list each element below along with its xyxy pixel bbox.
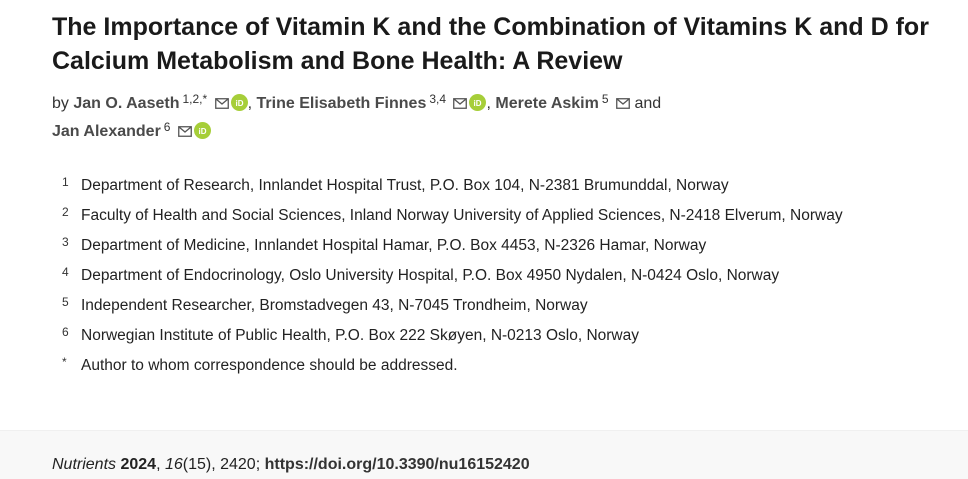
affiliation-item xyxy=(62,262,942,289)
affiliation-marker: 1 xyxy=(62,175,69,189)
citation: Nutrients 2024, 16(15), 2420; https://doi.org/10.3390/nu16152420 xyxy=(52,456,530,473)
orcid-icon[interactable] xyxy=(469,93,486,110)
journal-name: Nutrients xyxy=(52,456,117,473)
mail-icon[interactable] xyxy=(215,91,229,102)
orcid-icon[interactable] xyxy=(194,121,211,138)
affiliation-item xyxy=(62,292,942,319)
author-affiliation-markers-1: 1,2,* xyxy=(182,92,208,106)
author-affiliation-markers-4: 6 xyxy=(163,120,171,134)
affiliation-marker: 4 xyxy=(62,265,69,279)
doi-link[interactable]: https://doi.org/10.3390/nu16152420 xyxy=(264,456,530,473)
svg-text:iD: iD xyxy=(235,99,244,108)
mail-icon[interactable] xyxy=(616,91,630,102)
affiliation-text: Author to whom correspondence should be addressed. xyxy=(81,357,458,374)
affiliation-text: Department of Medicine, Innlandet Hospital Hamar, P.O. Box 4453, N-2326 Hamar, Norway xyxy=(81,237,707,254)
author-separator-1: , xyxy=(247,95,253,112)
article-title: The Importance of Vitamin K and the Combination of Vitamins K and D for Calcium Metabolism and Bone Health: A Review xyxy=(52,13,929,75)
author-separator-2: , xyxy=(486,95,491,112)
citation-article-number: , 2420; xyxy=(211,456,261,473)
citation-bar xyxy=(0,430,968,479)
affiliation-item xyxy=(62,322,942,349)
byline-prefix: by xyxy=(52,95,69,112)
affiliation-text: Faculty of Health and Social Sciences, Inland Norway University of Applied Sciences, N-2418 Elverum, Norway xyxy=(81,207,843,224)
citation-volume: 16 xyxy=(164,456,183,473)
author-affiliation-markers-2: 3,4 xyxy=(429,92,447,106)
affiliation-marker: 6 xyxy=(62,325,69,339)
author-name-3[interactable]: Merete Askim xyxy=(495,95,599,112)
affiliation-text: Independent Researcher, Bromstadvegen 43, N-7045 Trondheim, Norway xyxy=(81,297,588,314)
affiliation-list xyxy=(62,172,942,382)
affiliation-marker: 2 xyxy=(62,205,69,219)
author-name-4[interactable]: Jan Alexander xyxy=(52,123,161,140)
affiliation-item xyxy=(62,172,942,199)
orcid-icon[interactable] xyxy=(231,93,248,110)
affiliation-marker: * xyxy=(62,355,67,369)
author-affiliation-markers-3: 5 xyxy=(601,92,609,106)
svg-text:iD: iD xyxy=(473,99,482,108)
mail-icon[interactable] xyxy=(453,91,467,102)
affiliation-text: Norwegian Institute of Public Health, P.O. Box 222 Skøyen, N-0213 Oslo, Norway xyxy=(81,327,639,344)
affiliation-item xyxy=(62,352,942,379)
citation-issue: (15) xyxy=(182,456,212,473)
svg-text:iD: iD xyxy=(198,127,207,136)
author-name-1[interactable]: Jan O. Aaseth xyxy=(73,95,180,112)
affiliation-marker: 5 xyxy=(62,295,69,309)
affiliation-item xyxy=(62,202,942,229)
citation-year: 2024 xyxy=(120,456,157,473)
affiliation-text: Department of Endocrinology, Oslo University Hospital, P.O. Box 4950 Nydalen, N-0424 Oslo, Norway xyxy=(81,267,780,284)
byline-and: and xyxy=(634,95,662,112)
author-list xyxy=(52,90,952,146)
affiliation-text: Department of Research, Innlandet Hospital Trust, P.O. Box 104, N-2381 Brumunddal, Norway xyxy=(81,177,729,194)
affiliation-marker: 3 xyxy=(62,235,69,249)
affiliation-item xyxy=(62,232,942,259)
author-name-2[interactable]: Trine Elisabeth Finnes xyxy=(256,95,427,112)
mail-icon[interactable] xyxy=(178,119,192,130)
